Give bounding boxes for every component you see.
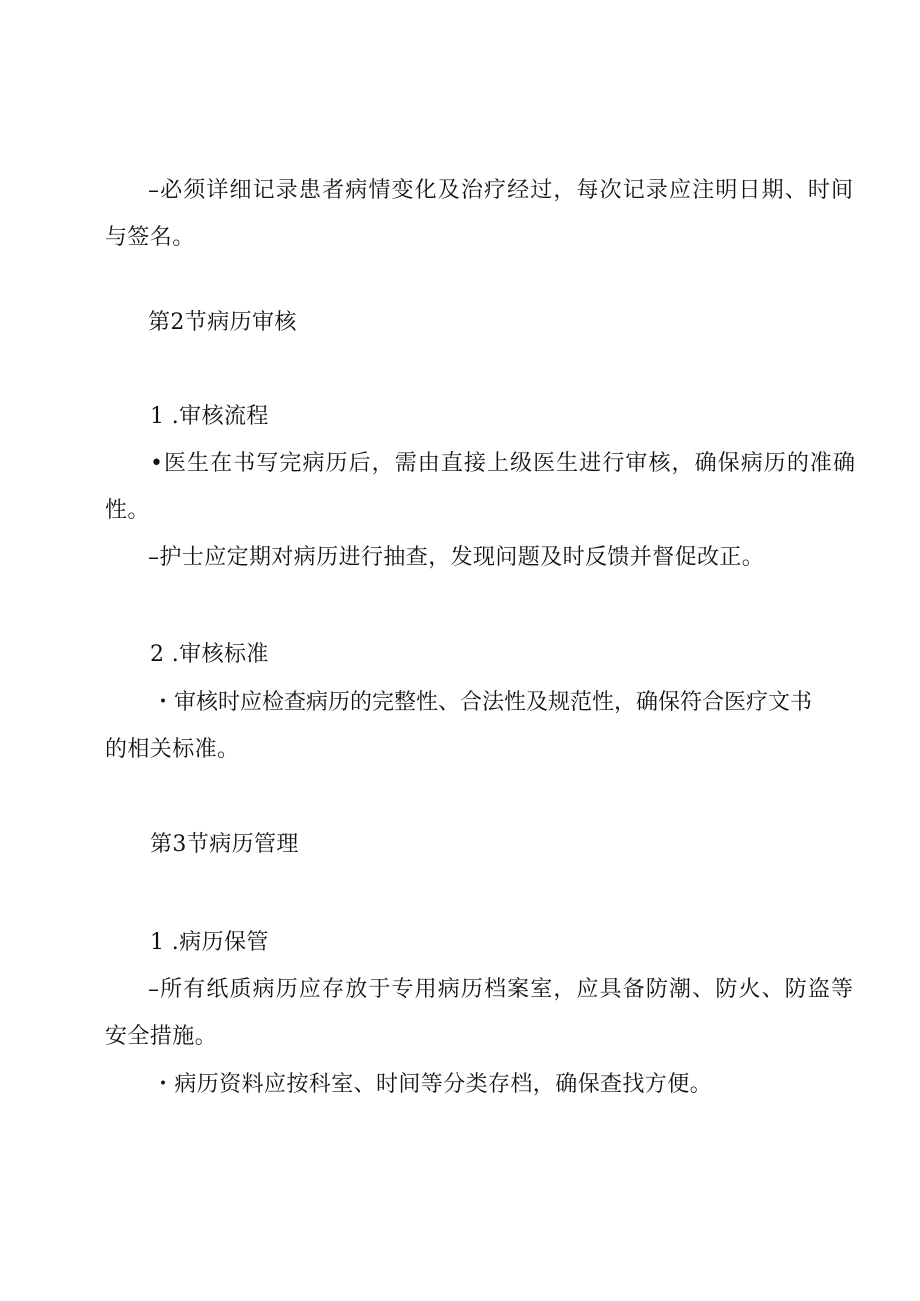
section-heading-review: 第2节病历审核 xyxy=(148,310,297,335)
subheading-review-standard: 2 .审核标准 xyxy=(150,642,269,667)
paragraph-recording-line1: –必须详细记录患者病情变化及治疗经过，每次记录应注明日期、时间 xyxy=(148,178,853,203)
paragraph-doctor-review-line1: •医生在书写完病历后，需由直接上级医生进行审核，确保病历的准确 xyxy=(150,451,855,476)
paragraph-nurse-check: –护士应定期对病历进行抽查，发现问题及时反馈并督促改正。 xyxy=(148,545,765,570)
paragraph-review-standard-line1: ・审核时应检查病历的完整性、合法性及规范性，确保符合医疗文书 xyxy=(152,690,813,715)
paragraph-archive-classification: ・病历资料应按科室、时间等分类存档，确保查找方便。 xyxy=(152,1072,713,1097)
paragraph-paper-records-line2: 安全措施。 xyxy=(105,1024,218,1049)
paragraph-doctor-review-line2: 性。 xyxy=(105,498,150,523)
subheading-review-process: 1 .审核流程 xyxy=(150,404,269,429)
paragraph-review-standard-line2: 的相关标准。 xyxy=(105,737,240,762)
section-heading-management: 第3节病历管理 xyxy=(150,832,299,857)
paragraph-paper-records-line1: –所有纸质病历应存放于专用病历档案室，应具备防潮、防火、防盗等 xyxy=(148,977,853,1002)
subheading-record-storage: 1 .病历保管 xyxy=(150,930,269,955)
paragraph-recording-line2: 与签名。 xyxy=(105,225,195,250)
